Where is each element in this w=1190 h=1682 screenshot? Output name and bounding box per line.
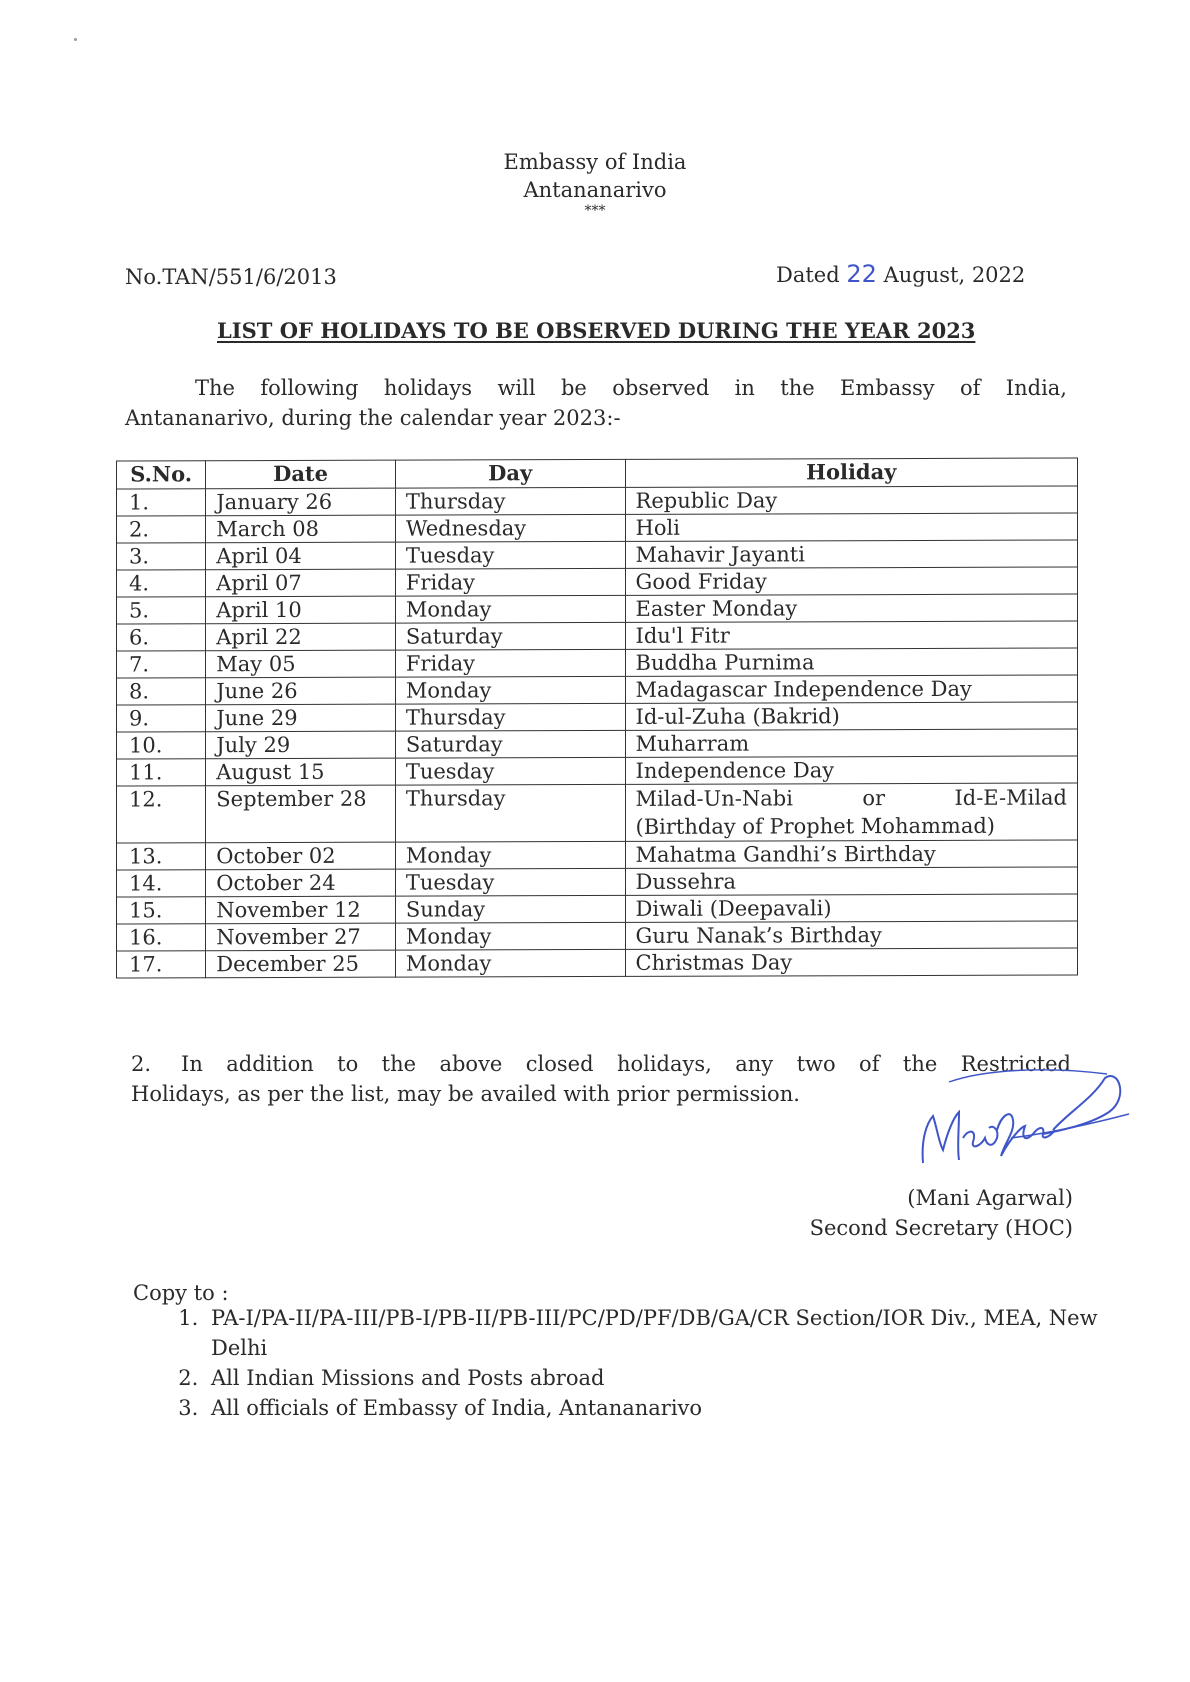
- table-row: [117, 921, 1078, 951]
- cell-holiday: Madagascar Independence Day: [625, 675, 1077, 703]
- cell-date: May 05: [206, 650, 396, 678]
- cell-date: November 27: [206, 923, 396, 951]
- cell-sno: 13.: [117, 843, 206, 870]
- list-item: 2. All Indian Missions and Posts abroad: [205, 1363, 1125, 1393]
- table-header-row: [117, 458, 1078, 489]
- list-item: 1. PA-I/PA-II/PA-III/PB-I/PB-II/PB-III/PC/PD/PF/DB/GA/CR Section/IOR Div., MEA, New Delhi: [205, 1303, 1125, 1363]
- signatory-name: (Mani Agarwal): [907, 1186, 1073, 1210]
- table-row: [117, 621, 1078, 651]
- header-separator: ***: [584, 203, 606, 219]
- table-row: [117, 540, 1078, 570]
- cell-day: Tuesday: [395, 757, 625, 785]
- cell-sno: 5.: [117, 597, 206, 624]
- table-row: [117, 486, 1078, 516]
- cell-holiday: Id-ul-Zuha (Bakrid): [625, 702, 1077, 730]
- cell-day: Thursday: [395, 487, 625, 515]
- cell-holiday: Muharram: [625, 729, 1077, 757]
- holiday-line-2: (Birthday of Prophet Mohammad): [635, 813, 995, 839]
- cell-day: Monday: [395, 676, 625, 704]
- copy-to-heading: Copy to :: [133, 1281, 229, 1305]
- cell-day: Thursday: [395, 703, 625, 731]
- holiday-table: [116, 457, 1078, 978]
- intro-line-1: The following holidays will be observed in the Embassy of India,: [195, 376, 1067, 400]
- cell-day: Friday: [395, 649, 625, 677]
- cell-sno: 2.: [117, 516, 206, 543]
- cell-date: April 10: [206, 596, 396, 624]
- scan-speck: [74, 38, 77, 41]
- table-row: [117, 948, 1078, 978]
- table-row: [117, 594, 1078, 624]
- cell-date: November 12: [206, 896, 396, 924]
- cell-date: September 28: [206, 785, 396, 843]
- cell-sno: 17.: [117, 951, 206, 978]
- table-row: [117, 867, 1078, 897]
- table-row: [117, 702, 1078, 732]
- reference-number: No.TAN/551/6/2013: [125, 265, 337, 289]
- cell-holiday: [625, 783, 1077, 841]
- table-row: [117, 648, 1078, 678]
- cell-date: June 29: [206, 704, 396, 732]
- intro-paragraph: [125, 373, 1067, 433]
- table-row: [117, 567, 1078, 597]
- para2-number: 2.: [131, 1052, 152, 1076]
- cell-date: April 07: [206, 569, 396, 597]
- signatory-designation: Second Secretary (HOC): [809, 1216, 1073, 1240]
- cell-day: Monday: [395, 841, 625, 869]
- cell-date: October 02: [206, 842, 396, 870]
- cell-day: Tuesday: [395, 868, 625, 896]
- para2-line-2: Holidays, as per the list, may be availed with prior permission.: [131, 1082, 800, 1106]
- cell-date: April 22: [206, 623, 396, 651]
- cell-day: Wednesday: [395, 514, 625, 542]
- dated-prefix: Dated: [776, 263, 840, 287]
- cell-date: January 26: [206, 488, 396, 516]
- col-header-holiday: Holiday: [625, 458, 1077, 487]
- col-header-day: Day: [395, 459, 625, 488]
- cell-sno: 10.: [117, 732, 206, 759]
- cell-day: Saturday: [395, 622, 625, 650]
- cell-day: Tuesday: [395, 541, 625, 569]
- col-header-sno: S.No.: [117, 461, 206, 489]
- cell-day: Monday: [395, 922, 625, 950]
- holiday-or: or: [862, 786, 886, 811]
- table-row: [117, 513, 1078, 543]
- holiday-line-1: [636, 784, 1067, 813]
- cell-sno: 14.: [117, 870, 206, 897]
- table-row: [117, 729, 1078, 759]
- cell-day: Sunday: [395, 895, 625, 923]
- cell-sno: 9.: [117, 705, 206, 732]
- cell-holiday: Idu'l Fitr: [625, 621, 1077, 649]
- holiday-name-b: Id-E-Milad: [954, 785, 1067, 810]
- intro-line-2: Antananarivo, during the calendar year 2023:-: [125, 406, 621, 430]
- cell-date: July 29: [206, 731, 396, 759]
- cell-sno: 4.: [117, 570, 206, 597]
- dated-day-handwritten: 22: [846, 260, 877, 288]
- document-title: LIST OF HOLIDAYS TO BE OBSERVED DURING THE YEAR 2023: [217, 318, 976, 343]
- table-row: [117, 675, 1078, 705]
- cell-date: April 04: [206, 542, 396, 570]
- cell-holiday: Christmas Day: [625, 948, 1077, 976]
- cell-day: Thursday: [395, 784, 625, 842]
- cell-holiday: Good Friday: [625, 567, 1077, 595]
- cell-holiday: Holi: [625, 513, 1077, 541]
- cell-holiday: Mahavir Jayanti: [625, 540, 1077, 568]
- cell-sno: 7.: [117, 651, 206, 678]
- cell-holiday: Republic Day: [625, 486, 1077, 514]
- cell-holiday: Independence Day: [625, 756, 1077, 784]
- cell-date: August 15: [206, 758, 396, 786]
- copy-to-list: [163, 1303, 1125, 1423]
- cell-sno: 6.: [117, 624, 206, 651]
- cell-holiday: Dussehra: [625, 867, 1077, 895]
- list-item: 3. All officials of Embassy of India, Antananarivo: [205, 1393, 1125, 1423]
- cell-holiday: Buddha Purnima: [625, 648, 1077, 676]
- cell-holiday: Guru Nanak’s Birthday: [625, 921, 1077, 949]
- cell-sno: 8.: [117, 678, 206, 705]
- cell-sno: 3.: [117, 543, 206, 570]
- holiday-name-a: Milad-Un-Nabi: [635, 786, 793, 811]
- cell-day: Friday: [395, 568, 625, 596]
- holiday-two-line: [636, 784, 1067, 841]
- table-row: [117, 840, 1078, 870]
- embassy-city: Antananarivo: [523, 178, 667, 202]
- cell-day: Saturday: [395, 730, 625, 758]
- table-row: [117, 894, 1078, 924]
- cell-date: March 08: [206, 515, 396, 543]
- table-row: [117, 756, 1078, 786]
- cell-date: December 25: [206, 950, 396, 978]
- cell-holiday: Diwali (Deepavali): [625, 894, 1077, 922]
- cell-holiday: Easter Monday: [625, 594, 1077, 622]
- para2-line-1-text: In addition to the above closed holidays, any two of the Restricted: [181, 1052, 1071, 1076]
- cell-day: Monday: [395, 949, 625, 977]
- cell-date: October 24: [206, 869, 396, 897]
- cell-sno: 16.: [117, 924, 206, 951]
- col-header-date: Date: [206, 460, 396, 489]
- cell-holiday: Mahatma Gandhi’s Birthday: [625, 840, 1077, 868]
- cell-sno: 1.: [117, 489, 206, 516]
- handwritten-signature: [893, 1068, 1133, 1178]
- dated-rest: August, 2022: [883, 263, 1026, 287]
- cell-sno: 12.: [117, 786, 206, 843]
- cell-sno: 15.: [117, 897, 206, 924]
- cell-sno: 11.: [117, 759, 206, 786]
- document-date: [776, 260, 1025, 288]
- embassy-name: Embassy of India: [503, 150, 687, 174]
- table-row: [117, 783, 1078, 843]
- cell-date: June 26: [206, 677, 396, 705]
- cell-day: Monday: [395, 595, 625, 623]
